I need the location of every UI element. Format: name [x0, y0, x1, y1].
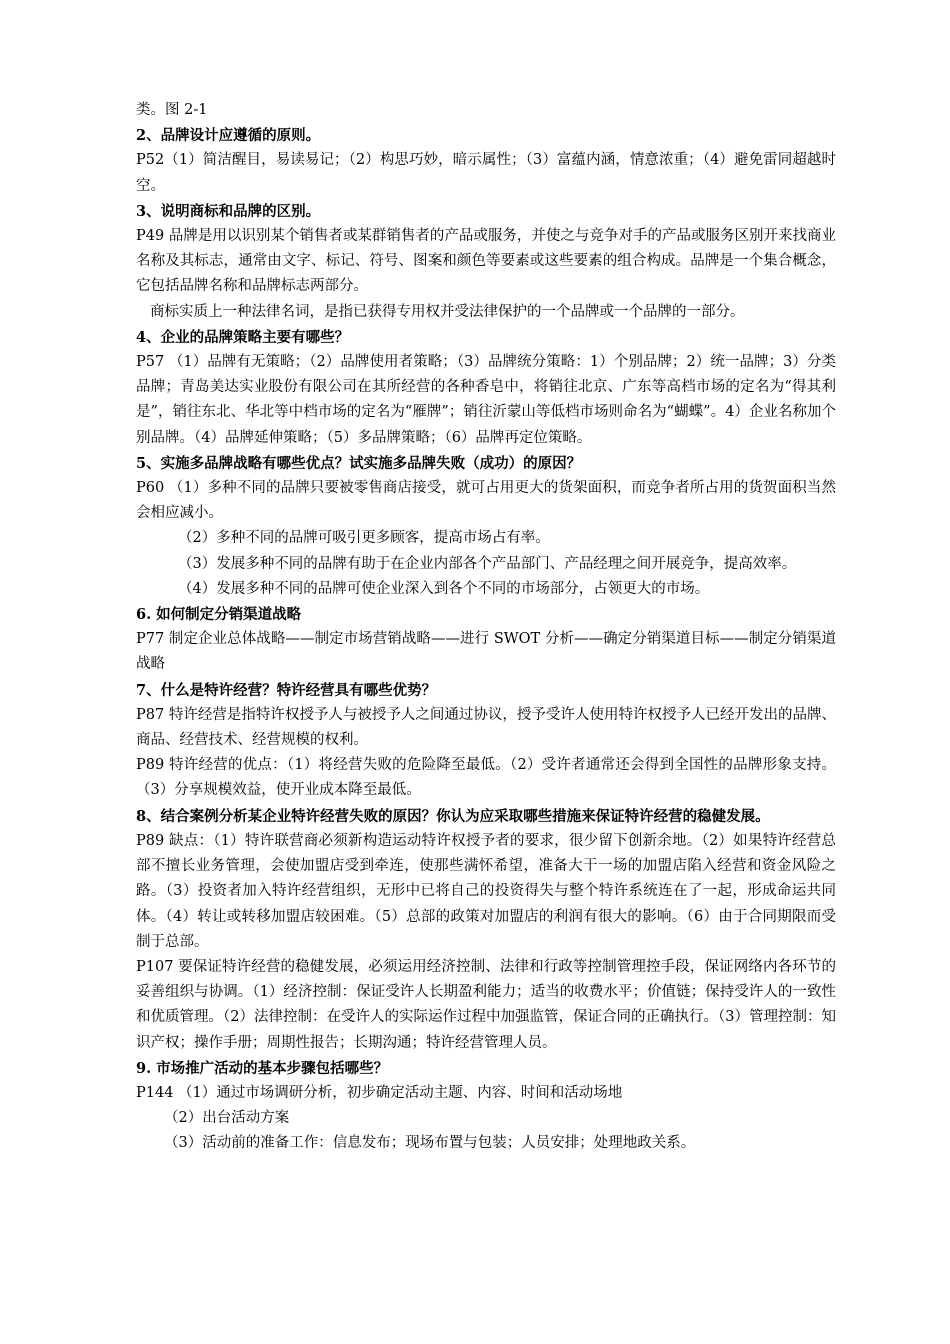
paragraph: （2）多种不同的品牌可吸引更多顾客，提高市场占有率。 [178, 530, 550, 547]
paragraph: （3）发展多种不同的品牌有助于在企业内部各个产品部门、产品经理之间开展竞争，提高效率。 [178, 555, 797, 572]
section-heading: 8、结合案例分析某企业特许经营失败的原因？你认为应采取哪些措施来保证特许经营的稳健发展。 [136, 807, 770, 825]
paragraph: P107 要保证特许经营的稳健发展，必须运用经济控制、法律和行政等控制管理控手段，保证网络内各环节的妥善组织与协调。（1）经济控制：保证受许人长期盈利能力；适当的收费水平；价值链；保持受许人的一致性和优质管理。（2）法律控制：在受许人的实际运作过程中加强监管，保证合同的正确执行。（3）管理控制：知识产权；操作手册；周期性报告；长期沟通；特许经营管理人员。 [136, 958, 836, 1051]
paragraph: 商标实质上一种法律名词，是指已获得专用权并受法律保护的一个品牌或一个品牌的一部分。 [150, 303, 745, 320]
section-heading: 9. 市场推广活动的基本步骤包括哪些？ [136, 1059, 389, 1077]
paragraph: P49 品牌是用以识别某个销售者或某群销售者的产品或服务，并使之与竞争对手的产品或服务区别开来找商业名称及其标志，通常由文字、标记、符号、图案和颜色等要素或这些要素的组合构成。品牌是一个集合概念，它包括品牌名称和品牌标志两部分。 [136, 228, 836, 295]
section-heading: 2、品牌设计应遵循的原则。 [136, 127, 321, 145]
paragraph: P77 制定企业总体战略——制定市场营销战略——进行 SWOT 分析——确定分销渠道目标——制定分销渠道战略 [136, 631, 836, 673]
section-heading: 7、什么是特许经营？特许经营具有哪些优势？ [136, 681, 437, 699]
section-heading: 5、实施多品牌战略有哪些优点？试实施多品牌失败（成功）的原因？ [136, 454, 582, 472]
paragraph: P144 （1）通过市场调研分析，初步确定活动主题、内容、时间和活动场地 [136, 1084, 623, 1101]
paragraph: P89 缺点：（1）特许联营商必须新构造运动特许权授予者的要求，很少留下创新余地。（2）如果特许经营总部不擅长业务管理，会使加盟店受到牵连，使那些满怀希望，准备大干一场的加盟店陷入经营和资金风险之路。（3）投资者加入特许经营组织，无形中已将自己的投资得失与整个特许系统连在了一起，形成命运共同体。（4）转让或转移加盟店较困难。（5）总部的政策对加盟店的利润有很大的影响。（6）由于合同期限而受制于总部。 [136, 832, 836, 950]
paragraph: 类。图 2-1 [136, 102, 208, 118]
paragraph: P89 特许经营的优点：（1）将经营失败的危险降至最低。（2）受许者通常还会得到全国性的品牌形象支持。（3）分享规模效益，使开业成本降至最低。 [136, 757, 836, 799]
paragraph: P57 （1）品牌有无策略；（2）品牌使用者策略；（3）品牌统分策略：1）个别品牌；2）统一品牌；3）分类品牌；青岛美达实业股份有限公司在其所经营的各种香皂中，将销往北京、广东等高档市场的定名为“得其利是”，销往东北、华北等中档市场的定名为“雁牌”；销往沂蒙山等低档市场则命名为“蝴蝶”。4）企业名称加个别品牌。（4）品牌延伸策略；（5）多品牌策略；（6）品牌再定位策略。 [136, 354, 836, 446]
paragraph: P52（1）简洁醒目，易读易记；（2）构思巧妙，暗示属性；（3）富蕴内涵，情意浓重；（4）避免雷同超越时空。 [136, 152, 836, 194]
paragraph: P87 特许经营是指特许权授予人与被授予人之间通过协议，授予受许人使用特许权授予人已经开发出的品牌、商品、经营技术、经营规模的权利。 [136, 706, 836, 749]
section-heading: 6. 如何制定分销渠道战略 [136, 606, 302, 624]
document-body [136, 98, 836, 1157]
paragraph: （2）出台活动方案 [164, 1110, 290, 1127]
section-heading: 4、企业的品牌策略主要有哪些？ [136, 328, 350, 346]
paragraph: P60 （1）多种不同的品牌只要被零售商店接受，就可占用更大的货架面积，而竞争者所占用的货贺面积当然会相应减小。 [136, 480, 836, 522]
paragraph: （4）发展多种不同的品牌可使企业深入到各个不同的市场部分，占领更大的市场。 [178, 580, 710, 597]
section-heading: 3、说明商标和品牌的区别。 [136, 202, 321, 220]
paragraph: （3）活动前的准备工作：信息发布；现场布置与包装；人员安排；处理地政关系。 [164, 1135, 696, 1152]
